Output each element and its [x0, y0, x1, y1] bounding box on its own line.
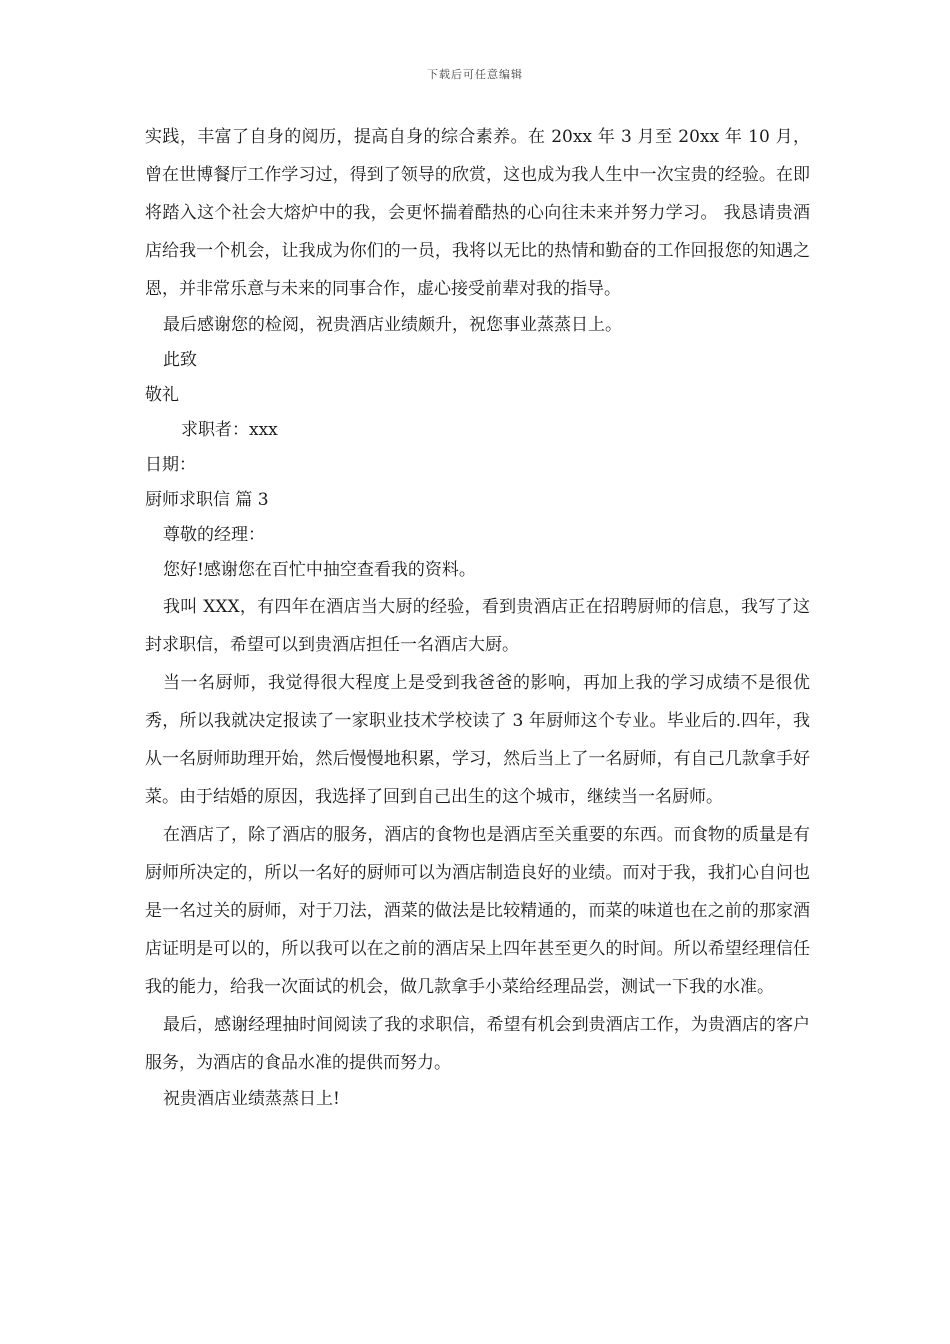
paragraph-1: 实践，丰富了自身的阅历，提高自身的综合素养。在 20xx 年 3 月至 20xx 年 10 月，曾在世博餐厅工作学习过，得到了领导的欣赏，这也成为我人生中一次宝贵的经验。在即将踏入这个社会大熔炉中的我，会更怀揣着酷热的心向往未来并努力学习。 我恳请贵酒店给我一个机会，让我成为你们的一员，我将以无比的热情和勤奋的工作回报您的知遇之恩，并非常乐意与未来的同事合作，虚心接受前辈对我的指导。: [145, 127, 810, 299]
paragraph-skills: 在酒店了，除了酒店的服务，酒店的食物也是酒店至关重要的东西。而食物的质量是有厨师所决定的，所以一名好的厨师可以为酒店制造良好的业绩。而对于我，我扪心自问也是一名过关的厨师，对于刀法，酒菜的做法是比较精通的，而菜的味道也在之前的那家酒店证明是可以的，所以我可以在之前的酒店呆上四年甚至更久的时间。所以希望经理信任我的能力，给我一次面试的机会，做几款拿手小菜给经理品尝，测试一下我的水准。: [145, 825, 810, 997]
paragraph-closing: 最后，感谢经理抽时间阅读了我的求职信，希望有机会到贵酒店工作，为贵酒店的客户服务，为酒店的食品水准的提供而努力。: [145, 1015, 810, 1073]
greeting-recipient: 尊敬的经理：: [163, 525, 265, 545]
date-line: 日期：: [145, 455, 196, 475]
applicant-signature: 求职者：xxx: [181, 420, 278, 440]
section-title: 厨师求职信 篇 3: [145, 490, 269, 510]
document-body: [145, 118, 810, 1117]
closing-wish: 祝贵酒店业绩蒸蒸日上!: [163, 1089, 340, 1109]
page-header: 下载后可任意编辑: [427, 68, 523, 81]
paragraph-intro: 我叫 XXX，有四年在酒店当大厨的经验，看到贵酒店正在招聘厨师的信息，我写了这封求职信，希望可以到贵酒店担任一名酒店大厨。: [145, 597, 810, 655]
salutation-cizhi: 此致: [163, 350, 197, 370]
paragraph-background: 当一名厨师，我觉得很大程度上是受到我爸爸的影响，再加上我的学习成绩不是很优秀，所以我就决定报读了一家职业技术学校读了 3 年厨师这个专业。毕业后的.四年，我从一名厨师助理开始，然后慢慢地积累，学习，然后当上了一名厨师，有自己几款拿手好菜。由于结婚的原因，我选择了回到自己出生的这个城市，继续当一名厨师。: [145, 673, 810, 807]
greeting-line: 您好!感谢您在百忙中抽空查看我的资料。: [163, 560, 476, 580]
paragraph-closing-thanks: 最后感谢您的检阅，祝贵酒店业绩颇升，祝您事业蒸蒸日上。: [163, 315, 622, 335]
salutation-jingli: 敬礼: [145, 385, 179, 405]
